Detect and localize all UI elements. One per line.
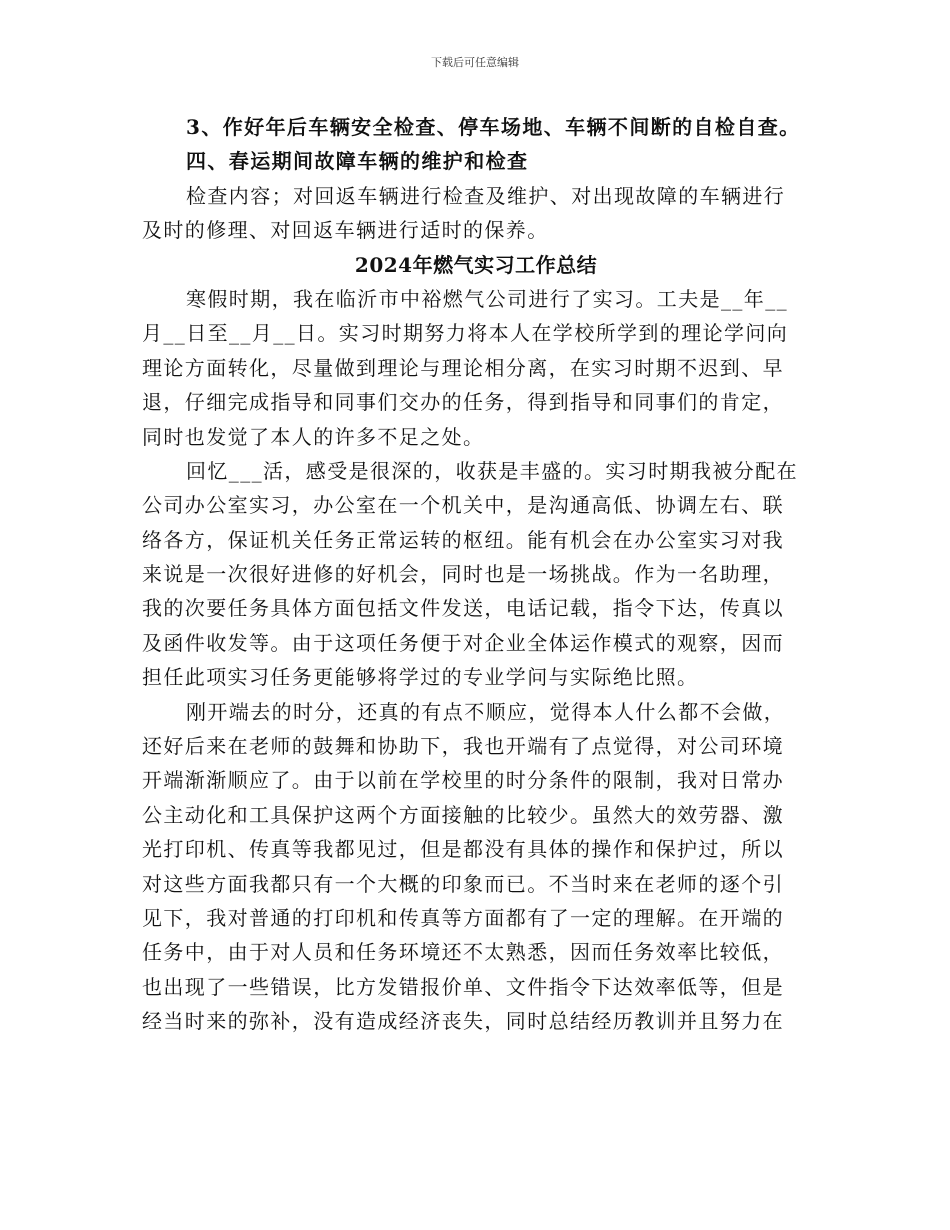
text-line: 同时也发觉了本人的许多不足之处。 <box>142 424 485 449</box>
text-line: 及时的修理、对回返车辆进行适时的保养。 <box>142 218 549 243</box>
document-body <box>142 110 810 1039</box>
text-line: 公主动化和工具保护这两个方面接触的比较少。虽然大的效劳器、激 <box>142 802 784 827</box>
text-line: 经当时来的弥补，没有造成经济丧失，同时总结经历教训并且努力在 <box>142 1009 784 1034</box>
text-line: 我的次要任务具体方面包括文件发送，电话记载，指令下达，传真以 <box>142 596 784 621</box>
text-line: 担任此项实习任务更能够将学过的专业学问与实际绝比照。 <box>142 665 699 690</box>
text-line: 络各方，保证机关任务正常运转的枢纽。能有机会在办公室实习对我 <box>142 527 784 552</box>
text-line: 公司办公室实习，办公室在一个机关中，是沟通高低、协调左右、联 <box>142 493 784 518</box>
text-line: 寒假时期，我在临沂市中裕燃气公司进行了实习。工夫是__年__ <box>186 286 788 311</box>
text-line: 检查内容；对回返车辆进行检查及维护、对出现故障的车辆进行 <box>186 183 786 208</box>
page-header: 下载后可任意编辑 <box>431 56 519 69</box>
text-line: 理论方面转化，尽量做到理论与理论相分离，在实习时期不迟到、早 <box>142 355 784 380</box>
text-line: 对这些方面我都只有一个大概的印象而已。不当时来在老师的逐个引 <box>142 871 784 896</box>
text-line: 任务中，由于对人员和任务环境还不太熟悉，因而任务效率比较低， <box>142 940 784 965</box>
text-line: 回忆___活，感受是很深的，收获是丰盛的。实习时期我被分配在 <box>186 458 798 483</box>
text-line: 见下，我对普通的打印机和传真等方面都有了一定的理解。在开端的 <box>142 905 784 930</box>
text-line: 来说是一次很好进修的好机会，同时也是一场挑战。作为一名助理， <box>142 562 784 587</box>
text-line: 2024年燃气实习工作总结 <box>354 252 598 277</box>
text-line: 开端渐渐顺应了。由于以前在学校里的时分条件的限制，我对日常办 <box>142 768 784 793</box>
text-line: 及函件收发等。由于这项任务便于对企业全体运作模式的观察，因而 <box>142 630 784 655</box>
text-line: 还好后来在老师的鼓舞和协助下，我也开端有了点觉得，对公司环境 <box>142 734 784 759</box>
text-line: 四、春运期间故障车辆的维护和检查 <box>186 149 529 174</box>
text-line: 刚开端去的时分，还真的有点不顺应，觉得本人什么都不会做， <box>186 699 786 724</box>
text-line: 退，仔细完成指导和同事们交办的任务，得到指导和同事们的肯定， <box>142 390 784 415</box>
text-line: 光打印机、传真等我都见过，但是都没有具体的操作和保护过，所以 <box>142 837 784 862</box>
text-line: 月__日至__月__日。实习时期努力将本人在学校所学到的理论学问向 <box>142 321 789 346</box>
text-line: 也出现了一些错误，比方发错报价单、文件指令下达效率低等，但是 <box>142 974 784 999</box>
text-line: 3、作好年后车辆安全检查、停车场地、车辆不间断的自检自查。 <box>186 115 801 139</box>
